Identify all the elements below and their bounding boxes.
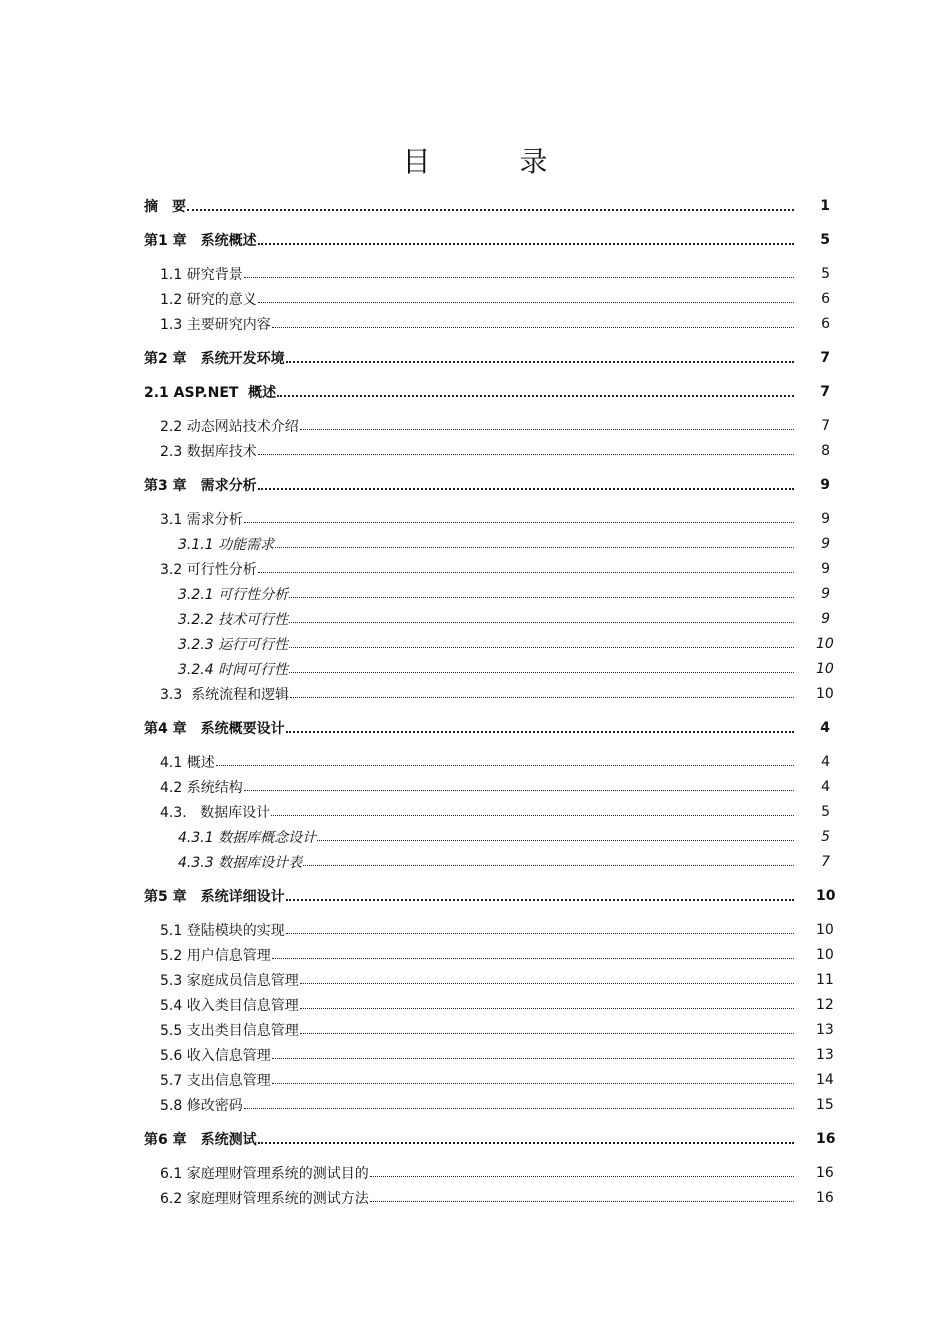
dot-leader (272, 1083, 794, 1084)
toc-entry-page-number: 9 (820, 476, 830, 493)
toc-entry[interactable] (144, 824, 830, 849)
dot-leader (289, 672, 794, 673)
toc-entry-label: 3.2.4 时间可行性 (178, 659, 289, 679)
toc-entry-label: 3.2.2 技术可行性 (178, 609, 289, 629)
toc-entry-page-number: 4 (821, 753, 830, 770)
toc-entry-label: 第2 章 系统开发环境 (144, 348, 286, 368)
toc-entry-page-number: 4 (820, 719, 830, 736)
toc-entry[interactable] (144, 1042, 834, 1067)
toc-entry-page-number: 5 (820, 231, 830, 248)
toc-entry[interactable] (144, 1017, 834, 1042)
toc-entry[interactable] (144, 656, 834, 681)
toc-entry-label: 4.2 系统结构 (160, 777, 244, 797)
toc-entry-page-number: 5 (821, 803, 830, 820)
toc-entry-label: 3.1.1 功能需求 (178, 534, 275, 554)
dot-leader (370, 1201, 794, 1202)
toc-entry[interactable] (144, 917, 834, 942)
toc-entry-page-number: 9 (821, 535, 830, 552)
dot-leader (258, 488, 794, 490)
dot-leader (303, 865, 794, 866)
toc-entry-page-number: 5 (821, 265, 830, 282)
toc-entry[interactable] (144, 345, 830, 370)
dot-leader (258, 572, 794, 573)
toc-entry[interactable] (144, 749, 830, 774)
toc-entry-label: 3.2 可行性分析 (160, 559, 258, 579)
dot-leader (272, 327, 794, 328)
toc-entry[interactable] (144, 1126, 836, 1151)
toc-entry[interactable] (144, 942, 834, 967)
toc-entry-label: 3.2.1 可行性分析 (178, 584, 289, 604)
toc-entry-page-number: 15 (816, 1096, 834, 1113)
dot-leader (370, 1176, 794, 1177)
toc-entry[interactable] (144, 286, 830, 311)
toc-entry-page-number: 9 (821, 510, 830, 527)
dot-leader (244, 277, 794, 278)
toc-entry-label: 4.1 概述 (160, 752, 216, 772)
toc-entry[interactable] (144, 1067, 834, 1092)
toc-entry[interactable] (144, 438, 830, 463)
toc-entry-page-number: 10 (816, 660, 834, 677)
dot-leader (187, 209, 794, 211)
toc-entry-page-number: 16 (816, 1130, 836, 1147)
dot-leader (277, 395, 794, 397)
toc-entry[interactable] (144, 1185, 834, 1210)
toc-title: 目 录 (402, 145, 588, 178)
dot-leader (258, 1142, 794, 1144)
toc-entry[interactable] (144, 311, 830, 336)
toc-entry[interactable] (144, 774, 830, 799)
toc-entry-label: 1.2 研究的意义 (160, 289, 258, 309)
toc-entry-page-number: 9 (821, 560, 830, 577)
toc-entry-page-number: 14 (816, 1071, 834, 1088)
dot-leader (289, 597, 794, 598)
toc-entry[interactable] (144, 631, 834, 656)
toc-entry[interactable] (144, 681, 834, 706)
toc-entry-page-number: 7 (821, 853, 830, 870)
toc-entry-page-number: 10 (816, 887, 836, 904)
toc-entry-label: 第6 章 系统测试 (144, 1129, 258, 1149)
toc-entry-page-number: 10 (816, 921, 834, 938)
toc-entry[interactable] (144, 1160, 834, 1185)
toc-entry-page-number: 13 (816, 1046, 834, 1063)
toc-entry-label: 5.1 登陆模块的实现 (160, 920, 286, 940)
toc-entry-label: 第5 章 系统详细设计 (144, 886, 286, 906)
toc-entry-page-number: 16 (816, 1189, 834, 1206)
dot-leader (258, 454, 794, 455)
dot-leader (275, 547, 794, 548)
toc-entry-page-number: 10 (816, 635, 834, 652)
toc-entry[interactable] (144, 261, 830, 286)
toc-entry-label: 2.2 动态网站技术介绍 (160, 416, 300, 436)
toc-entry-label: 5.5 支出类目信息管理 (160, 1020, 300, 1040)
toc-entry[interactable] (144, 715, 830, 740)
toc-entry-label: 1.3 主要研究内容 (160, 314, 272, 334)
dot-leader (244, 522, 794, 523)
dot-leader (286, 361, 794, 363)
toc-entry-label: 摘 要 (144, 196, 187, 216)
toc-entry-label: 5.4 收入类目信息管理 (160, 995, 300, 1015)
toc-entry-page-number: 10 (816, 685, 834, 702)
toc-entry-label: 3.3 系统流程和逻辑 (160, 684, 290, 704)
toc-entry-page-number: 4 (821, 778, 830, 795)
toc-entry[interactable] (144, 531, 830, 556)
toc-entry-label: 5.3 家庭成员信息管理 (160, 970, 300, 990)
toc-entry-page-number: 10 (816, 946, 834, 963)
toc-entry-label: 2.3 数据库技术 (160, 441, 258, 461)
toc-entry-label: 2.1 ASP.NET 概述 (144, 382, 277, 402)
toc-entry-label: 6.2 家庭理财管理系统的测试方法 (160, 1188, 370, 1208)
toc-entry-label: 1.1 研究背景 (160, 264, 244, 284)
toc-entry-page-number: 9 (821, 585, 830, 602)
toc-entry-label: 4.3.3 数据库设计表 (178, 852, 303, 872)
toc-entry-page-number: 16 (816, 1164, 834, 1181)
toc-entry-label: 5.7 支出信息管理 (160, 1070, 272, 1090)
toc-entry-label: 4.3. 数据库设计 (160, 802, 271, 822)
dot-leader (300, 1008, 794, 1009)
dot-leader (290, 697, 794, 698)
toc-entry[interactable] (144, 379, 830, 404)
dot-leader (289, 647, 794, 648)
toc-entry[interactable] (144, 992, 834, 1017)
toc-entry[interactable] (144, 799, 830, 824)
dot-leader (300, 1033, 794, 1034)
toc-entry[interactable] (144, 967, 834, 992)
toc-entry-page-number: 7 (821, 417, 830, 434)
dot-leader (216, 765, 794, 766)
toc-entry-label: 第4 章 系统概要设计 (144, 718, 286, 738)
toc-entry-page-number: 7 (820, 383, 830, 400)
toc-entry-page-number: 11 (816, 971, 834, 988)
toc-entry[interactable] (144, 1092, 834, 1117)
dot-leader (286, 899, 794, 901)
toc-entry-label: 5.6 收入信息管理 (160, 1045, 272, 1065)
toc-entry-label: 第3 章 需求分析 (144, 475, 258, 495)
dot-leader (272, 1058, 794, 1059)
toc-entry-page-number: 6 (821, 290, 830, 307)
dot-leader (286, 731, 794, 733)
toc-entry-page-number: 9 (821, 610, 830, 627)
dot-leader (272, 958, 794, 959)
toc-entry-label: 第1 章 系统概述 (144, 230, 258, 250)
toc-entry[interactable] (144, 581, 830, 606)
toc-entry-page-number: 6 (821, 315, 830, 332)
toc-entry[interactable] (144, 472, 830, 497)
toc-entry[interactable] (144, 849, 830, 874)
dot-leader (317, 840, 794, 841)
toc-entry-page-number: 12 (816, 996, 834, 1013)
toc-entry-page-number: 1 (820, 197, 830, 214)
toc-entry-label: 5.8 修改密码 (160, 1095, 244, 1115)
toc-entry[interactable] (144, 606, 830, 631)
toc-entry[interactable] (144, 413, 830, 438)
toc-entry-label: 3.2.3 运行可行性 (178, 634, 289, 654)
toc-entry[interactable] (144, 506, 830, 531)
dot-leader (300, 983, 794, 984)
dot-leader (258, 243, 794, 245)
toc-entry-page-number: 5 (821, 828, 830, 845)
dot-leader (258, 302, 794, 303)
toc-entry[interactable] (144, 556, 830, 581)
toc-entry-label: 6.1 家庭理财管理系统的测试目的 (160, 1163, 370, 1183)
table-of-contents (144, 193, 836, 1210)
toc-entry-label: 3.1 需求分析 (160, 509, 244, 529)
dot-leader (271, 815, 794, 816)
dot-leader (244, 1108, 794, 1109)
toc-entry[interactable] (144, 193, 830, 218)
dot-leader (300, 429, 794, 430)
toc-entry-label: 4.3.1 数据库概念设计 (178, 827, 317, 847)
toc-entry-page-number: 13 (816, 1021, 834, 1038)
toc-entry-label: 5.2 用户信息管理 (160, 945, 272, 965)
toc-entry[interactable] (144, 883, 836, 908)
toc-entry-page-number: 8 (821, 442, 830, 459)
toc-entry[interactable] (144, 227, 830, 252)
dot-leader (244, 790, 794, 791)
toc-entry-page-number: 7 (820, 349, 830, 366)
dot-leader (286, 933, 794, 934)
dot-leader (289, 622, 794, 623)
